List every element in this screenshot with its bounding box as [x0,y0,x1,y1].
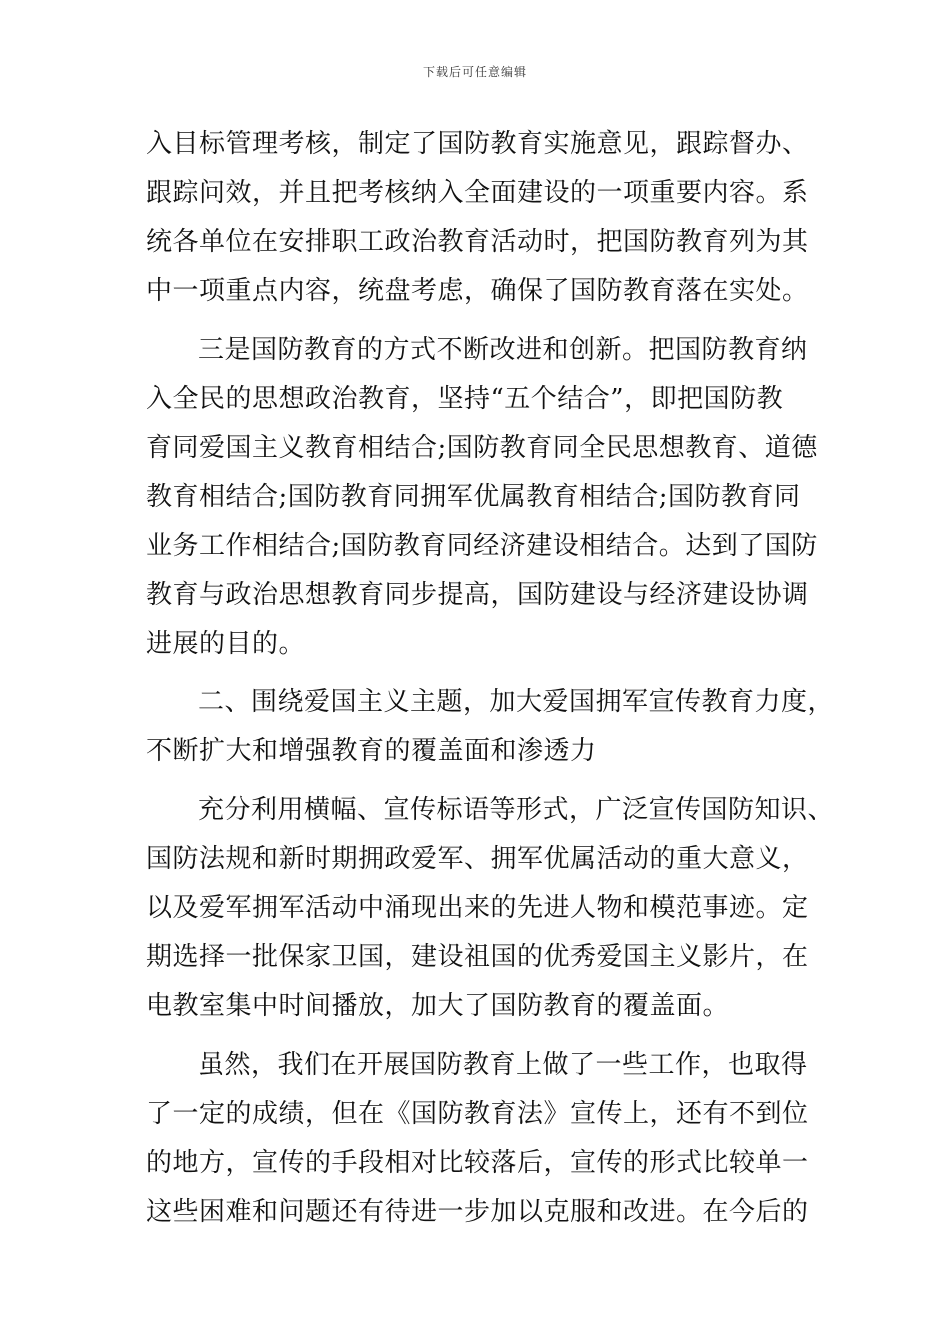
text-line: 中一项重点内容，统盘考虑，确保了国防教育落在实处。 [146,276,809,306]
text-line: 教育与政治思想教育同步提高，国防建设与经济建设协调 [146,580,809,610]
text-line: 以及爱军拥军活动中涌现出来的先进人物和模范事迹。定 [146,893,809,923]
paragraph-first-line: 虽然，我们在开展国防教育上做了一些工作，也取得 [198,1050,808,1080]
text-line: 入全民的思想政治教育，坚持“五个结合”，即把国防教 [146,384,784,414]
text-line: 业务工作相结合;国防教育同经济建设相结合。达到了国防 [146,531,818,561]
text-line: 这些困难和问题还有待进一步加以克服和改进。在今后的 [146,1197,809,1227]
text-line: 教育相结合;国防教育同拥军优属教育相结合;国防教育同 [146,482,801,512]
text-line: 入目标管理考核，制定了国防教育实施意见，跟踪督办、 [146,129,809,159]
paragraph-first-line: 充分利用横幅、宣传标语等形式，广泛宣传国防知识、 [198,795,835,825]
text-line: 统各单位在安排职工政治教育活动时，把国防教育列为其 [146,227,809,257]
text-line: 进展的目的。 [146,629,306,659]
section-heading-cont: 不断扩大和增强教育的覆盖面和渗透力 [146,736,597,766]
text-line: 电教室集中时间播放，加大了国防教育的覆盖面。 [146,991,730,1021]
text-line: 国防法规和新时期拥政爱军、拥军优属活动的重大意义， [146,844,809,874]
text-line: 跟踪问效，并且把考核纳入全面建设的一项重要内容。系 [146,178,809,208]
text-line: 育同爱国主义教育相结合;国防教育同全民思想教育、道德 [146,433,818,463]
text-line: 了一定的成绩，但在《国防教育法》宣传上，还有不到位 [146,1099,809,1129]
paragraph-first-line: 三是国防教育的方式不断改进和创新。把国防教育纳 [198,335,808,365]
text-line: 期选择一批保家卫国，建设祖国的优秀爱国主义影片，在 [146,942,809,972]
section-heading: 二、围绕爱国主义主题，加大爱国拥军宣传教育力度， [198,687,835,717]
text-line: 的地方，宣传的手段相对比较落后，宣传的形式比较单一 [146,1148,809,1178]
page-header: 下载后可任意编辑 [422,65,527,79]
